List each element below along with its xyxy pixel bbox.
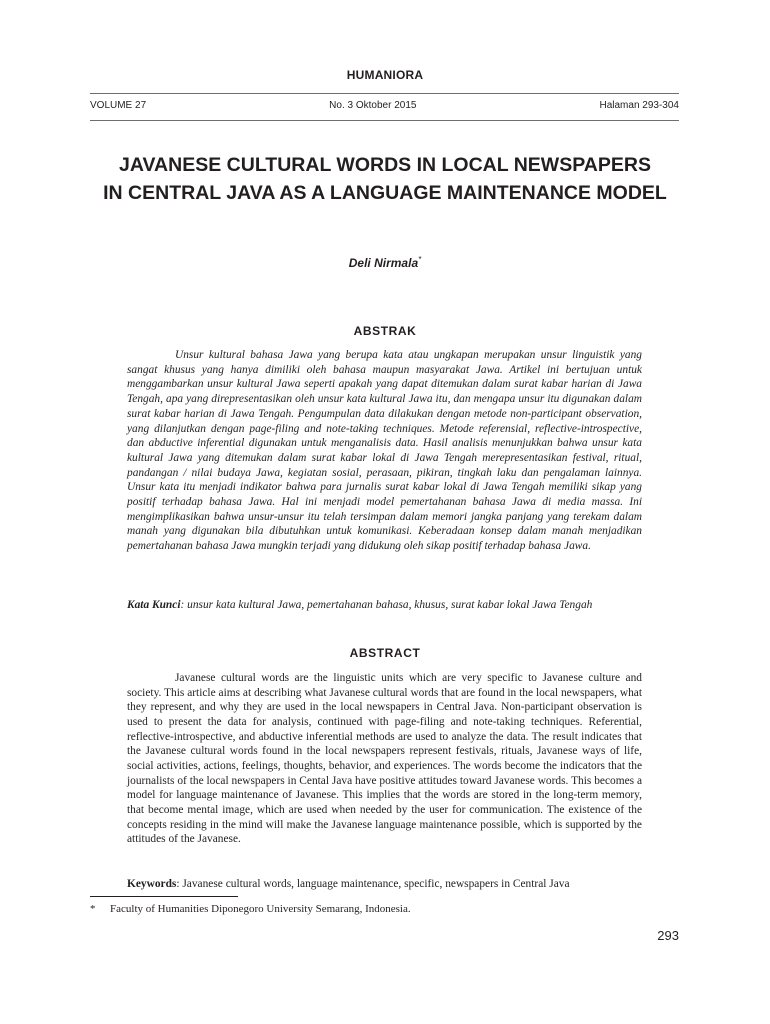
journal-name: HUMANIORA <box>346 68 424 82</box>
footnote-mark: * <box>90 903 96 915</box>
author-footnote-mark: * <box>418 255 422 264</box>
abstrak-keywords-label: Kata Kunci <box>127 599 181 611</box>
abstract-heading: ABSTRACT <box>349 646 421 660</box>
volume-label: VOLUME 27 <box>90 100 147 111</box>
page-range-label: Halaman 293-304 <box>599 100 679 111</box>
abstrak-body: Unsur kultural bahasa Jawa yang berupa kata atau ungkapan merupakan unsur linguistik yang sangat khusus yang hanya dimiliki oleh bahasa maupun masyarakat Jawa. Artikel ini bertujuan untuk menggambarkan unsur kultural Jawa seperti apakah yang dapat ditemukan dalam surat kabar harian di Jawa Tengah, apa yang direpresentasikan oleh unsur kata kultural Jawa itu, dan mengapa unsur itu digunakan dalam surat kabar harian di Jawa Tengah. Pengumpulan data dilakukan dengan metode non-participant observation, yang dilanjutkan dengan page-filing and note-taking techniques. Metode referensial, reflective-introspective, dan abductive inferential digunakan untuk menganalisis data. Hasil analisis menunjukkan bahwa unsur kata kultural Jawa yang ditemukan dalam surat kabar lokal di Jawa Tengah merepresentasikan festival, ritual, pandangan / nilai budaya Jawa, kegiatan sosial, perasaan, pikiran, tingkah laku dan pengalaman lainnya. Unsur kata itu menjadi indikator bahwa para jurnalis surat kabar lokal di Jawa Tengah memiliki sikap yang positif terhadap bahasa Jawa. Hal ini menjadi model pemertahanan bahasa Jawa di media massa. Ini mengimplikasikan bahwa unsur-unsur itu telah tersimpan dalam memori jangka panjang yang terekam dalam manah yang digunakan bila dibutuhkan untuk komunikasi. Keberadaan konsep dalam manah menjadikan pemertahanan bahasa Jawa mungkin terjadi yang didukung oleh sikap positif terhadap bahasa Jawa. <box>127 349 642 553</box>
abstract-keywords-label: Keywords <box>127 878 177 890</box>
title-line-1: JAVANESE CULTURAL WORDS IN LOCAL NEWSPAPERS <box>119 154 651 176</box>
abstrak-heading: ABSTRAK <box>353 324 417 338</box>
page-number: 293 <box>657 928 679 943</box>
header-rule-top <box>90 93 679 94</box>
footnote-text: Faculty of Humanities Diponegoro University Semarang, Indonesia. <box>110 903 411 915</box>
abstrak-keywords <box>127 598 642 613</box>
footnote-rule <box>90 896 238 897</box>
abstract-keywords-text: : Javanese cultural words, language maintenance, specific, newspapers in Central Java <box>176 878 570 890</box>
issue-label: No. 3 Oktober 2015 <box>329 100 417 111</box>
author <box>0 255 770 270</box>
header-rule-bottom <box>90 120 679 121</box>
footnote <box>90 903 650 915</box>
abstract-keywords <box>127 877 642 892</box>
author-name: Deli Nirmala <box>348 256 419 270</box>
abstract-body: Javanese cultural words are the linguistic units which are very specific to Javanese culture and society. This article aims at describing what Javanese cultural words that are found in the local newspapers, what they represent, and why they are used in the local newspapers in Central Java. Non-participant observation is used to present the data for analysis, continued with page-filing and note-taking techniques. Referential, reflective-introspective, and abductive inferential methods are used to analyze the data. The result indicates that the Javanese cultural words found in the local newspapers represent festivals, rituals, Javanese ways of life, social activities, actions, feelings, thoughts, behavior, and experiences. The words become the indicators that the journalists of the local newspapers in Cental Java have positive attitudes toward Javanese words. This becomes a model for language maintenance of Javanese. This implies that the words are stored in the long-term memory, that become mental image, which are used when needed by the user for communication. The existence of the concepts residing in the mind will make the Javanese language maintenance possible, which is supported by the attitudes of the Javanese. <box>127 672 642 846</box>
article-title <box>60 151 710 207</box>
issue-info <box>90 100 679 111</box>
title-line-2: IN CENTRAL JAVA AS A LANGUAGE MAINTENANCE MODEL <box>103 182 667 204</box>
abstrak-keywords-text: : unsur kata kultural Jawa, pemertahanan bahasa, khusus, surat kabar lokal Jawa Tengah <box>180 599 593 611</box>
